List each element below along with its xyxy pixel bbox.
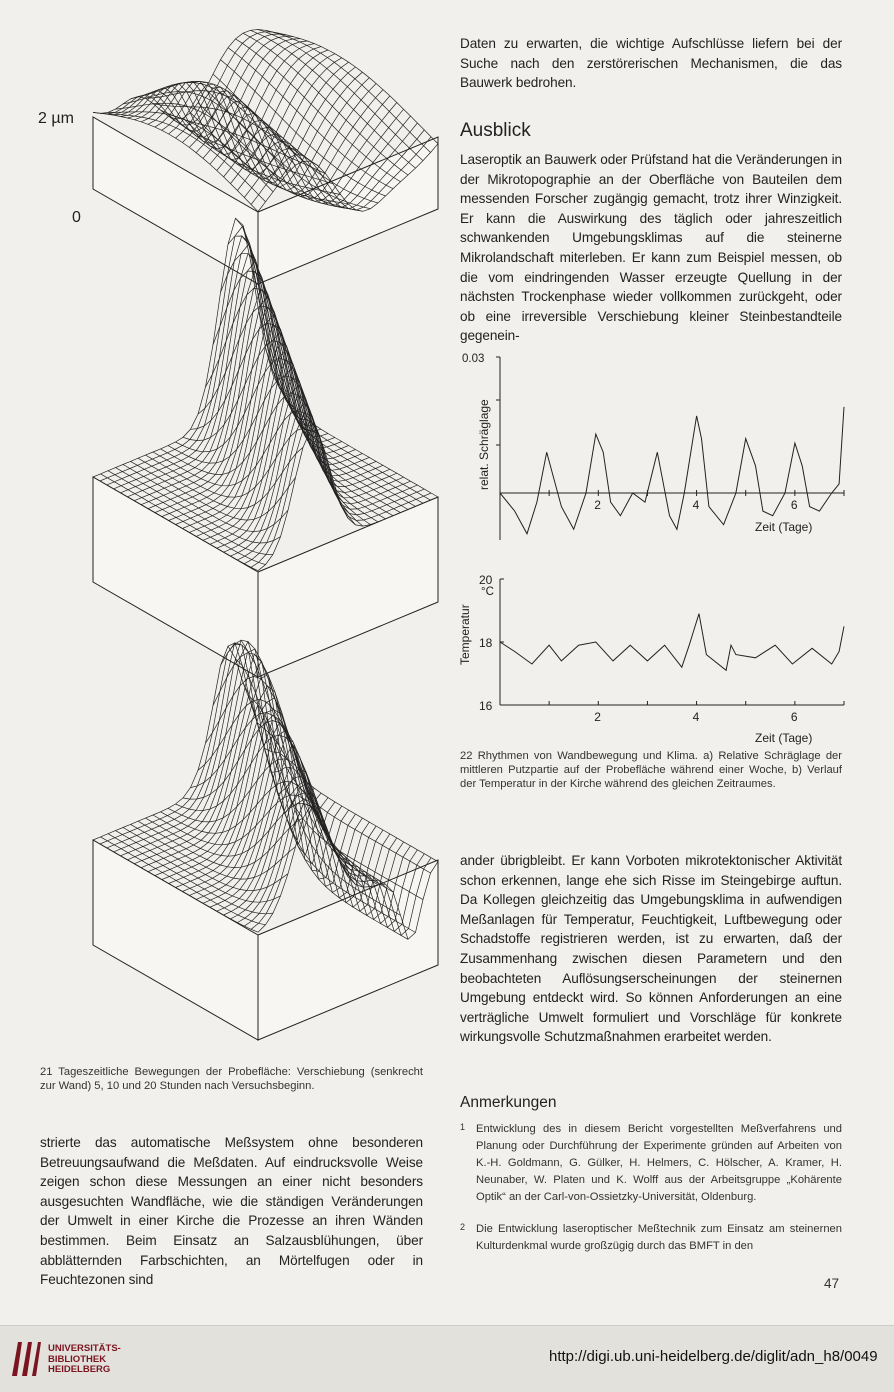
- surface-plot-5h: [93, 30, 438, 285]
- surface-mesh-line: [93, 646, 273, 840]
- ausblick-column: [460, 150, 842, 346]
- surface-mesh-line: [141, 279, 321, 504]
- footnote-2: [460, 1221, 842, 1255]
- x-axis-label: Zeit (Tage): [755, 520, 813, 534]
- surface-mesh-line: [138, 447, 303, 508]
- x-tick-label: 4: [692, 498, 700, 512]
- heading-ausblick: Ausblick: [460, 120, 531, 141]
- x-tick-label: 6: [790, 710, 798, 724]
- library-logo-icon: [8, 1336, 44, 1380]
- footnote-number: 1: [460, 1122, 466, 1132]
- surface-mesh-line: [189, 78, 369, 191]
- library-name-line: BIBLIOTHEK: [48, 1353, 107, 1365]
- y-tick-label: 0.03: [462, 353, 485, 365]
- paragraph-daten: Daten zu erwarten, die wichtige Aufschlüsse liefern bei der Suche nach den zerstörerischen Mechanismen, die das Bauwerk bedrohen.: [460, 36, 842, 91]
- x-tick-label: 6: [790, 498, 798, 512]
- surface-mesh-line: [213, 653, 378, 885]
- block-front-right-face: [258, 497, 438, 677]
- y-tick-label: 18: [479, 636, 493, 650]
- y-tick-label: 16: [479, 699, 493, 713]
- surface-mesh-line: [221, 254, 386, 519]
- figure-21-surface-plots: [0, 0, 440, 1050]
- surface-mesh-line: [266, 348, 431, 500]
- surface-plot-10h: [93, 218, 438, 677]
- left-column-text: [40, 1133, 423, 1290]
- surface-mesh-line: [127, 262, 307, 497]
- page-number: 47: [824, 1276, 840, 1291]
- footnote-text: Entwicklung des in diesem Bericht vorgestellten Meßverfahrens und Planung oder Durchführung der Experimente gründen auf Arbeiten von K.-H. Goldmann, G. Gülker, H. Helmers, C. Hölscher, A. Kramer, H. Neunaber, W. Platen und K. Wolff aus der Arbeitsgruppe „Kohärente Optik“ an der Carl-von-Ossietzky-Universität, Oldenburg.: [476, 1123, 842, 1203]
- library-name-line: UNIVERSITÄTS-: [48, 1343, 121, 1354]
- library-name-line: HEIDELBERG: [48, 1364, 111, 1375]
- footnote-text: Die Entwicklung laseroptischer Meßtechnik zum Einsatz am steinernen Kulturdenkmal wurde großzügig durch das BMFT in den: [476, 1223, 842, 1252]
- block-front-left-face: [93, 477, 258, 677]
- x-tick-label: 4: [692, 710, 700, 724]
- figure-22-caption: 22 Rhythmen von Wandbewegung und Klima. a) Relative Schräglage der mittleren Putzpartie auf der Probefläche während einer Woche, b) Verlauf der Temperatur in der Kirche während des gleichen Zeitraumes.: [460, 750, 842, 790]
- figure-21-caption: 21 Tageszeitliche Bewegungen der Probefläche: Verschiebung (senkrecht zur Wand) 5, 10 und 20 Stunden nach Versuchsbeginn.: [40, 1066, 423, 1092]
- series-line-schraeglage: [500, 407, 844, 534]
- surface-mesh-line: [168, 759, 333, 845]
- block-front-left-face: [93, 840, 258, 1040]
- axis-label-zero: 0: [72, 209, 81, 226]
- right-column-continued: [460, 851, 842, 1047]
- surface-mesh-line: [273, 32, 438, 144]
- chart-temperatur: [458, 573, 844, 745]
- figure-22-charts: [450, 340, 850, 750]
- y-axis-label: relat. Schräglage: [477, 399, 491, 490]
- surface-mesh-line: [100, 32, 280, 125]
- surface-mesh-line: [162, 307, 342, 517]
- unit-label: °C: [481, 585, 494, 598]
- x-tick-label: 2: [594, 710, 601, 724]
- y-tick-label: 20: [479, 573, 493, 587]
- paragraph-ausblick: Laseroptik an Bauwerk oder Prüfstand hat die Veränderungen in der Mikrotopographie an der Oberfläche von Bauteilen dem messenden Forscher zugängig gemacht, trotz ihrer Winzigkeit. Er kann die Auswirkung des täglich oder jahreszeitlich schwankenden Umgebungsklimas auf die steinerne Mikrolandschaft miterleben. Er kann zum Beispiel messen, ob die vom eindringenden Wasser erzeugte Quellung in der nächsten Trockenphase wieder vollkommen zurückgeht, oder ob eine irreversible Verschiebung kleiner Steinbestandteile gegenein-: [460, 152, 842, 344]
- source-url-link[interactable]: http://digi.ub.uni-heidelberg.de/diglit/adn_h8/0049: [549, 1348, 878, 1365]
- surface-mesh-line: [121, 642, 301, 856]
- axis-label-2um: 2 µm: [38, 110, 74, 127]
- x-tick-label: 2: [594, 498, 601, 512]
- surface-mesh-line: [100, 226, 280, 481]
- surface-plot-20h: [93, 640, 438, 1040]
- series-line-temperatur: [500, 614, 844, 671]
- paragraph-ander: ander übrigbleibt. Er kann Vorboten mikrotektonischer Aktivität schon erkennen, lange ehe sich Risse im Steingebirge auftun. Da Kollegen gleichzeitig das Umgebungsklima in aufwendigen Meßanlagen für Temperatur, Feuchtigkeit, Luftbewegung oder Schadstoffe registrieren werden, ist zu erwarten, daß der Zusammenhang zwischen diesen Parametern und den beobachteten Auflösungserscheinungen der steinernen Umgebung entdeckt wird. So können Anforderungen an eine verträgliche Umwelt formuliert und Vorschläge für konkrete wirkungsvolle Schutzmaßnahmen erarbeitet werden.: [460, 853, 842, 1045]
- footnote-number: 2: [460, 1222, 466, 1232]
- surface-mesh-line: [191, 323, 356, 525]
- right-column-intro: [460, 34, 842, 93]
- y-axis-label: Temperatur: [458, 604, 472, 665]
- heading-anmerkungen: Anmerkungen: [460, 1094, 557, 1111]
- x-axis-label: Zeit (Tage): [755, 731, 813, 745]
- surface-mesh-line: [146, 803, 311, 856]
- chart-schraeglage: [462, 353, 844, 540]
- library-name: [48, 1344, 121, 1376]
- paragraph-strierte: strierte das automatische Meßsystem ohne besonderen Betreuungsaufwand die Meßdaten. Auf eindrucksvolle Weise zeigen schon diese Messungen an einer nicht besonders ausgesuchten Wandfläche, wie die ständigen Veränderungen der Umwelt in einer Kirche die Prozesse an ihren Wänden bestimmen. Beim Einsatz an Salzausblühungen, über abblätternden Farbschichten, an Mörtelfugen oder in Feuchtezonen sind: [40, 1135, 423, 1288]
- surface-mesh-line: [114, 36, 294, 137]
- surface-mesh-line: [169, 315, 349, 521]
- digitization-footer: [0, 1325, 894, 1392]
- footnote-1: [460, 1121, 842, 1206]
